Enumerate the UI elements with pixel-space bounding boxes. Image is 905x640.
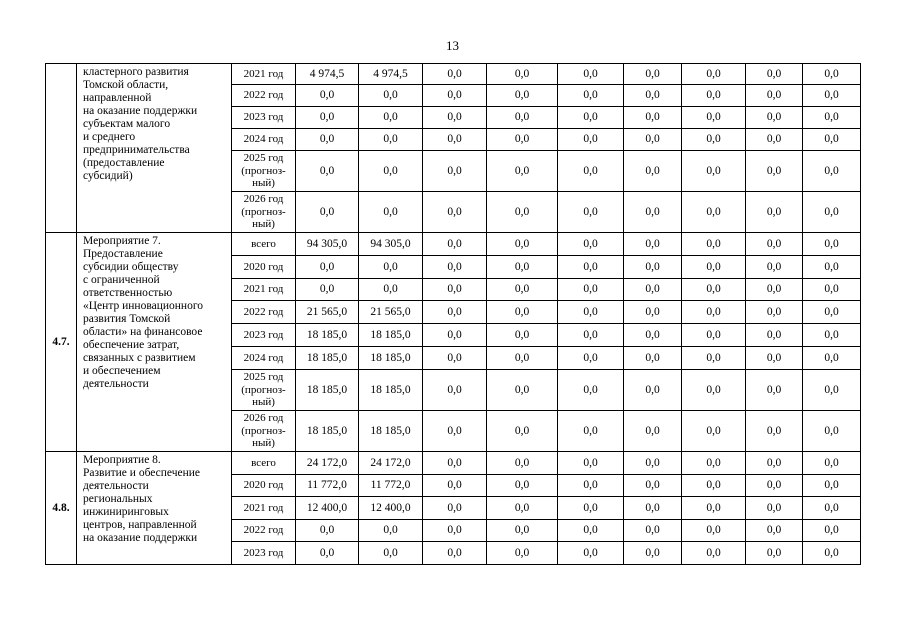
value-cell: 0,0 <box>624 129 682 151</box>
value-cell: 0,0 <box>682 497 746 520</box>
table-row <box>46 233 861 256</box>
value-cell: 0,0 <box>423 324 487 347</box>
value-cell: 0,0 <box>803 347 861 370</box>
value-cell: 0,0 <box>624 370 682 411</box>
description-line: кластерного развития <box>83 66 189 78</box>
value-cell: 0,0 <box>359 279 423 301</box>
value-cell: 0,0 <box>558 542 624 565</box>
value-cell: 0,0 <box>359 151 423 192</box>
page-number: 13 <box>446 38 459 53</box>
value-cell: 18 185,0 <box>296 370 359 411</box>
period-cell: 2021 год <box>232 497 296 520</box>
value-cell: 0,0 <box>423 85 487 107</box>
value-cell: 0,0 <box>558 520 624 542</box>
description-line: инжиниринговых <box>83 506 169 518</box>
value-cell: 0,0 <box>487 85 558 107</box>
value-cell: 0,0 <box>487 520 558 542</box>
value-cell: 0,0 <box>558 151 624 192</box>
description-line: направленной <box>83 92 152 104</box>
value-cell: 0,0 <box>682 347 746 370</box>
period-cell: 2024 год <box>232 347 296 370</box>
value-cell: 0,0 <box>803 233 861 256</box>
value-cell: 0,0 <box>359 129 423 151</box>
value-cell: 0,0 <box>624 301 682 324</box>
value-cell: 0,0 <box>487 107 558 129</box>
period-cell: 2020 год <box>232 475 296 497</box>
value-cell: 0,0 <box>746 256 803 279</box>
value-cell: 21 565,0 <box>296 301 359 324</box>
value-cell: 0,0 <box>423 107 487 129</box>
value-cell: 0,0 <box>682 301 746 324</box>
value-cell: 0,0 <box>624 107 682 129</box>
value-cell: 0,0 <box>558 497 624 520</box>
value-cell: 0,0 <box>746 542 803 565</box>
value-cell: 0,0 <box>803 452 861 475</box>
value-cell: 18 185,0 <box>296 324 359 347</box>
value-cell: 0,0 <box>624 64 682 85</box>
value-cell: 0,0 <box>746 324 803 347</box>
value-cell: 0,0 <box>359 107 423 129</box>
period-cell: 2023 год <box>232 107 296 129</box>
description-line: на оказание поддержки <box>83 532 198 544</box>
value-cell: 0,0 <box>624 347 682 370</box>
value-cell: 0,0 <box>558 64 624 85</box>
value-cell: 0,0 <box>746 107 803 129</box>
value-cell: 0,0 <box>558 324 624 347</box>
value-cell: 24 172,0 <box>359 452 423 475</box>
value-cell: 0,0 <box>624 475 682 497</box>
value-cell: 0,0 <box>624 520 682 542</box>
value-cell: 0,0 <box>423 256 487 279</box>
item-description-cell <box>77 233 232 452</box>
value-cell: 0,0 <box>803 64 861 85</box>
description-line: Развитие и обеспечение <box>83 467 201 479</box>
period-cell: 2025 год (прогноз-ный) <box>232 370 296 411</box>
description-line: субсидий) <box>83 170 133 182</box>
value-cell: 0,0 <box>487 370 558 411</box>
item-number-cell: 4.8. <box>46 452 77 565</box>
value-cell: 0,0 <box>803 475 861 497</box>
item-description-cell <box>77 64 232 233</box>
value-cell: 0,0 <box>296 256 359 279</box>
value-cell: 0,0 <box>423 520 487 542</box>
value-cell: 0,0 <box>558 85 624 107</box>
value-cell: 0,0 <box>803 279 861 301</box>
value-cell: 0,0 <box>746 411 803 452</box>
value-cell: 0,0 <box>624 542 682 565</box>
description-line: области» на финансовое <box>83 326 203 338</box>
description-line: ответственностью <box>83 287 173 299</box>
value-cell: 0,0 <box>558 301 624 324</box>
value-cell: 94 305,0 <box>359 233 423 256</box>
value-cell: 0,0 <box>423 129 487 151</box>
period-cell: 2025 год (прогноз-ный) <box>232 151 296 192</box>
value-cell: 0,0 <box>296 107 359 129</box>
value-cell: 18 185,0 <box>296 347 359 370</box>
value-cell: 0,0 <box>296 129 359 151</box>
value-cell: 0,0 <box>682 233 746 256</box>
value-cell: 0,0 <box>487 347 558 370</box>
value-cell: 0,0 <box>746 129 803 151</box>
value-cell: 0,0 <box>359 542 423 565</box>
value-cell: 0,0 <box>803 107 861 129</box>
value-cell: 21 565,0 <box>359 301 423 324</box>
table-row <box>46 64 861 85</box>
value-cell: 0,0 <box>487 233 558 256</box>
value-cell: 0,0 <box>746 452 803 475</box>
value-cell: 18 185,0 <box>359 411 423 452</box>
description-line: предпринимательства <box>83 144 190 156</box>
value-cell: 0,0 <box>682 475 746 497</box>
value-cell: 0,0 <box>682 520 746 542</box>
value-cell: 0,0 <box>487 411 558 452</box>
value-cell: 0,0 <box>746 233 803 256</box>
period-cell: 2026 год (прогноз-ный) <box>232 192 296 233</box>
value-cell: 0,0 <box>423 542 487 565</box>
value-cell: 18 185,0 <box>359 370 423 411</box>
value-cell: 0,0 <box>803 256 861 279</box>
value-cell: 0,0 <box>558 411 624 452</box>
value-cell: 0,0 <box>803 542 861 565</box>
value-cell: 0,0 <box>746 475 803 497</box>
value-cell: 0,0 <box>296 279 359 301</box>
value-cell: 0,0 <box>558 347 624 370</box>
value-cell: 0,0 <box>558 192 624 233</box>
value-cell: 0,0 <box>487 256 558 279</box>
value-cell: 0,0 <box>558 370 624 411</box>
value-cell: 0,0 <box>624 411 682 452</box>
value-cell: 0,0 <box>487 279 558 301</box>
description-line: Томской области, <box>83 79 169 91</box>
description-line: на оказание поддержки <box>83 105 198 117</box>
value-cell: 0,0 <box>423 452 487 475</box>
value-cell: 0,0 <box>682 411 746 452</box>
value-cell: 0,0 <box>624 452 682 475</box>
value-cell: 0,0 <box>746 520 803 542</box>
value-cell: 0,0 <box>803 85 861 107</box>
value-cell: 0,0 <box>624 151 682 192</box>
value-cell: 0,0 <box>682 151 746 192</box>
value-cell: 0,0 <box>746 497 803 520</box>
table-row <box>46 452 861 475</box>
value-cell: 0,0 <box>359 192 423 233</box>
value-cell: 0,0 <box>624 85 682 107</box>
value-cell: 0,0 <box>423 411 487 452</box>
value-cell: 0,0 <box>803 411 861 452</box>
value-cell: 0,0 <box>423 301 487 324</box>
period-cell: 2023 год <box>232 324 296 347</box>
value-cell: 0,0 <box>682 256 746 279</box>
value-cell: 0,0 <box>487 452 558 475</box>
value-cell: 0,0 <box>487 324 558 347</box>
value-cell: 12 400,0 <box>359 497 423 520</box>
value-cell: 0,0 <box>624 497 682 520</box>
description-line: Мероприятие 8. <box>83 454 161 466</box>
period-cell: всего <box>232 452 296 475</box>
period-cell: 2020 год <box>232 256 296 279</box>
value-cell: 0,0 <box>423 347 487 370</box>
period-cell: 2021 год <box>232 64 296 85</box>
value-cell: 0,0 <box>803 520 861 542</box>
period-cell: 2023 год <box>232 542 296 565</box>
value-cell: 11 772,0 <box>359 475 423 497</box>
period-cell: всего <box>232 233 296 256</box>
item-number-cell: 4.7. <box>46 233 77 452</box>
description-line: Мероприятие 7. <box>83 235 161 247</box>
value-cell: 0,0 <box>296 542 359 565</box>
value-cell: 0,0 <box>487 192 558 233</box>
value-cell: 4 974,5 <box>359 64 423 85</box>
description-line: субсидии обществу <box>83 261 179 273</box>
value-cell: 0,0 <box>803 370 861 411</box>
value-cell: 0,0 <box>624 256 682 279</box>
value-cell: 4 974,5 <box>296 64 359 85</box>
item-description-cell <box>77 452 232 565</box>
value-cell: 18 185,0 <box>359 347 423 370</box>
value-cell: 0,0 <box>423 497 487 520</box>
description-line: субъектам малого <box>83 118 171 130</box>
value-cell: 0,0 <box>558 233 624 256</box>
value-cell: 18 185,0 <box>296 411 359 452</box>
value-cell: 0,0 <box>803 497 861 520</box>
period-cell: 2022 год <box>232 301 296 324</box>
value-cell: 0,0 <box>487 129 558 151</box>
description-line: деятельности <box>83 378 149 390</box>
value-cell: 0,0 <box>746 151 803 192</box>
value-cell: 0,0 <box>296 85 359 107</box>
value-cell: 0,0 <box>682 279 746 301</box>
value-cell: 0,0 <box>423 233 487 256</box>
value-cell: 0,0 <box>746 279 803 301</box>
period-cell: 2022 год <box>232 85 296 107</box>
value-cell: 0,0 <box>558 279 624 301</box>
period-cell: 2024 год <box>232 129 296 151</box>
budget-table <box>45 63 861 565</box>
value-cell: 0,0 <box>359 85 423 107</box>
description-line: обеспечение затрат, <box>83 339 180 351</box>
description-line: Предоставление <box>83 248 163 260</box>
value-cell: 0,0 <box>682 64 746 85</box>
value-cell: 0,0 <box>682 129 746 151</box>
description-line: деятельности <box>83 480 149 492</box>
value-cell: 18 185,0 <box>359 324 423 347</box>
value-cell: 11 772,0 <box>296 475 359 497</box>
item-number-cell <box>46 64 77 233</box>
value-cell: 0,0 <box>624 279 682 301</box>
value-cell: 0,0 <box>487 151 558 192</box>
value-cell: 0,0 <box>423 370 487 411</box>
period-cell: 2026 год (прогноз-ный) <box>232 411 296 452</box>
value-cell: 0,0 <box>423 475 487 497</box>
value-cell: 0,0 <box>803 192 861 233</box>
value-cell: 0,0 <box>746 85 803 107</box>
value-cell: 0,0 <box>296 192 359 233</box>
period-cell: 2022 год <box>232 520 296 542</box>
value-cell: 0,0 <box>558 107 624 129</box>
value-cell: 0,0 <box>423 151 487 192</box>
value-cell: 0,0 <box>487 301 558 324</box>
value-cell: 0,0 <box>487 497 558 520</box>
value-cell: 0,0 <box>487 542 558 565</box>
value-cell: 0,0 <box>803 324 861 347</box>
value-cell: 0,0 <box>803 129 861 151</box>
value-cell: 0,0 <box>746 192 803 233</box>
value-cell: 0,0 <box>558 256 624 279</box>
description-line: с ограниченной <box>83 274 160 286</box>
value-cell: 0,0 <box>682 324 746 347</box>
value-cell: 0,0 <box>803 301 861 324</box>
value-cell: 0,0 <box>682 452 746 475</box>
period-cell: 2021 год <box>232 279 296 301</box>
description-line: связанных с развитием <box>83 352 196 364</box>
value-cell: 0,0 <box>423 279 487 301</box>
value-cell: 0,0 <box>359 256 423 279</box>
value-cell: 0,0 <box>746 370 803 411</box>
value-cell: 0,0 <box>682 85 746 107</box>
description-line: региональных <box>83 493 153 505</box>
description-line: и обеспечением <box>83 365 161 377</box>
value-cell: 0,0 <box>624 192 682 233</box>
value-cell: 0,0 <box>682 370 746 411</box>
value-cell: 94 305,0 <box>296 233 359 256</box>
value-cell: 0,0 <box>487 64 558 85</box>
value-cell: 0,0 <box>423 64 487 85</box>
value-cell: 0,0 <box>624 324 682 347</box>
value-cell: 12 400,0 <box>296 497 359 520</box>
description-line: «Центр инновационного <box>83 300 203 312</box>
value-cell: 0,0 <box>746 301 803 324</box>
value-cell: 0,0 <box>682 542 746 565</box>
value-cell: 0,0 <box>359 520 423 542</box>
value-cell: 0,0 <box>803 151 861 192</box>
value-cell: 0,0 <box>487 475 558 497</box>
description-line: и среднего <box>83 131 136 143</box>
value-cell: 0,0 <box>682 192 746 233</box>
description-line: развития Томской <box>83 313 171 325</box>
value-cell: 0,0 <box>558 475 624 497</box>
value-cell: 0,0 <box>746 64 803 85</box>
value-cell: 0,0 <box>423 192 487 233</box>
value-cell: 0,0 <box>558 452 624 475</box>
value-cell: 0,0 <box>682 107 746 129</box>
description-line: (предоставление <box>83 157 165 169</box>
value-cell: 0,0 <box>558 129 624 151</box>
value-cell: 0,0 <box>624 233 682 256</box>
value-cell: 24 172,0 <box>296 452 359 475</box>
value-cell: 0,0 <box>746 347 803 370</box>
description-line: центров, направленной <box>83 519 197 531</box>
value-cell: 0,0 <box>296 151 359 192</box>
value-cell: 0,0 <box>296 520 359 542</box>
